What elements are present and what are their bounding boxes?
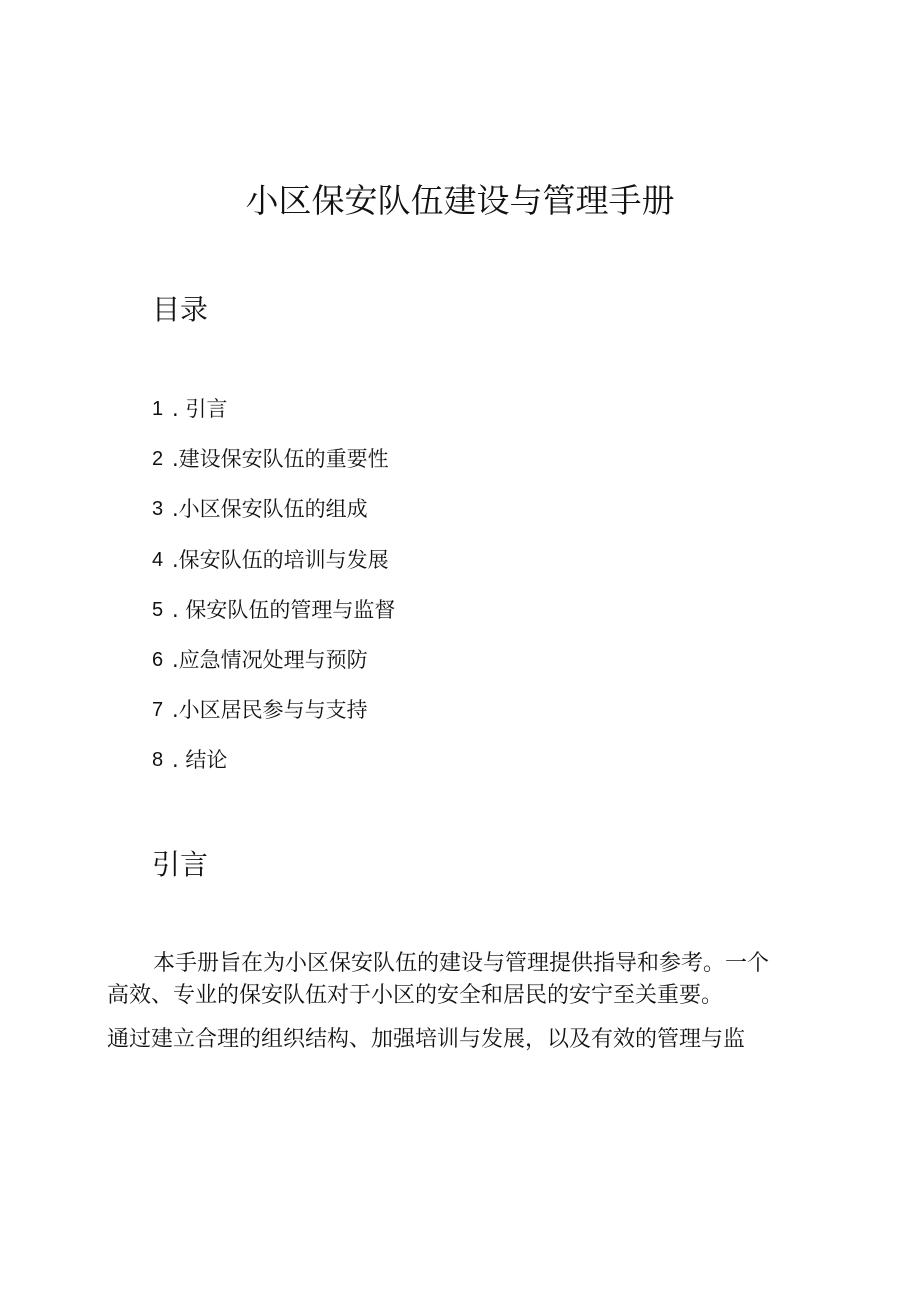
toc-heading: 目录 <box>152 293 209 326</box>
toc-item-label: .应急情况处理与预防 <box>172 647 368 672</box>
toc-item-1 <box>152 393 395 443</box>
toc-item-label: .建设保安队伍的重要性 <box>172 447 389 472</box>
toc-item-4 <box>152 544 395 594</box>
toc-item-8 <box>152 744 395 794</box>
toc-item-number: 2 <box>152 448 164 471</box>
intro-line-1: 本手册旨在为小区保安队伍的建设与管理提供指导和参考。一个 <box>153 951 770 976</box>
toc-item-label: . 引言 <box>172 397 228 421</box>
toc-item-2 <box>152 443 395 493</box>
intro-line-3: 通过建立合理的组织结构、加强培训与发展，以及有效的管理与监 <box>107 1027 746 1052</box>
intro-paragraph <box>107 948 807 1056</box>
document-title: 小区保安队伍建设与管理手册 <box>245 181 675 220</box>
toc-item-3 <box>152 493 395 543</box>
toc-item-7 <box>152 694 395 744</box>
toc-item-number: 7 <box>152 699 164 722</box>
toc-item-number: 6 <box>152 648 164 671</box>
toc-item-number: 8 <box>152 749 164 772</box>
toc-item-number: 4 <box>152 548 164 571</box>
toc-item-number: 3 <box>152 498 164 521</box>
toc-item-number: 5 <box>152 598 164 621</box>
intro-heading: 引言 <box>152 848 209 881</box>
toc-item-label: .保安队伍的培训与发展 <box>172 547 389 572</box>
table-of-contents <box>152 393 395 795</box>
toc-item-number: 1 <box>152 398 164 420</box>
toc-item-label: . 结论 <box>172 748 228 773</box>
toc-item-5 <box>152 594 395 644</box>
intro-line-2: 高效、专业的保安队伍对于小区的安全和居民的安宁至关重要。 <box>107 983 724 1008</box>
toc-item-label: . 保安队伍的管理与监督 <box>172 597 396 622</box>
toc-item-6 <box>152 644 395 694</box>
toc-item-label: .小区居民参与与支持 <box>172 698 368 723</box>
toc-item-label: .小区保安队伍的组成 <box>172 497 368 522</box>
